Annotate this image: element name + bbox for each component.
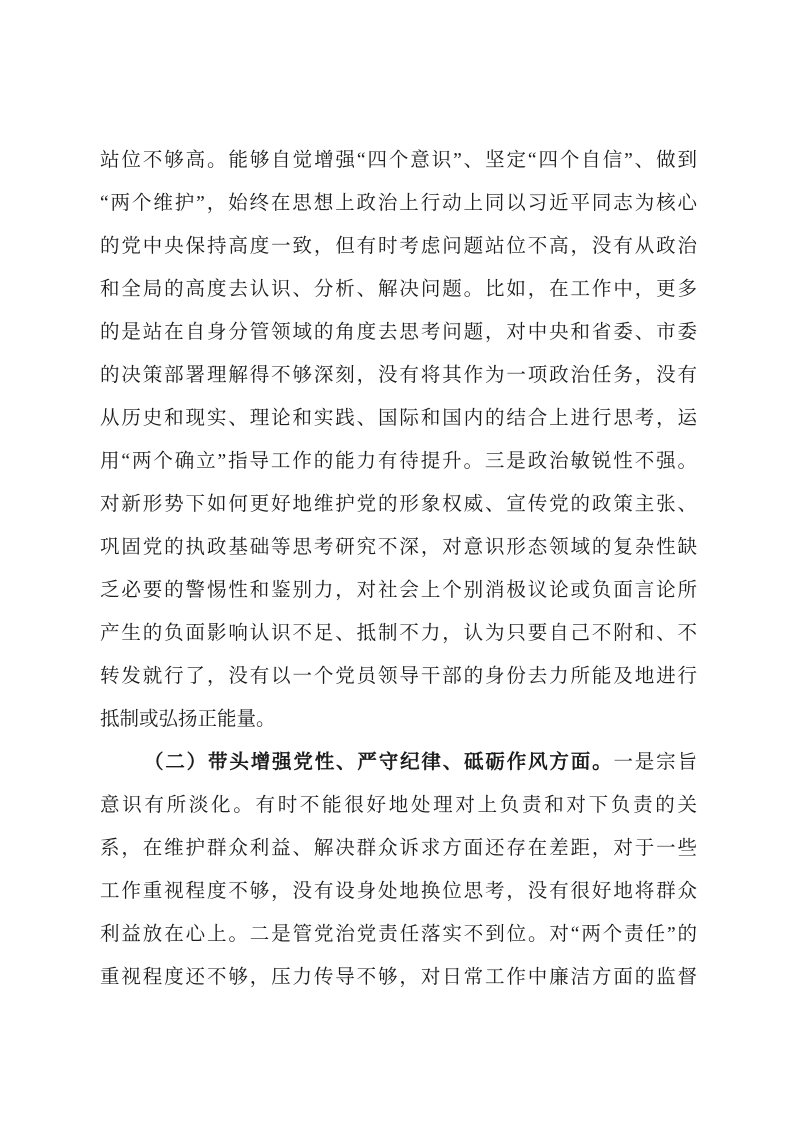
text-line: 乏必要的警惕性和鉴别力，对社会上个别消极议论或负面言论所 (100, 580, 697, 601)
text-line: 系，在维护群众利益、解决群众诉求方面还存在差距，对于一些 (100, 838, 697, 859)
text-line: 转发就行了，没有以一个党员领导干部的身份去力所能及地进行 (100, 666, 697, 687)
section-heading-line (100, 741, 697, 784)
text-line: 的决策部署理解得不够深刻，没有将其作为一项政治任务，没有 (100, 365, 697, 386)
text-line: 利益放在心上。二是管党治党责任落实不到位。对“两个责任”的 (100, 924, 697, 945)
text-line: 重视程度还不够，压力传导不够，对日常工作中廉洁方面的监督 (100, 967, 697, 988)
text-line: 的党中央保持高度一致，但有时考虑问题站位不高，没有从政治 (100, 236, 697, 257)
text-line: 工作重视程度不够，没有设身处地换位思考，没有很好地将群众 (100, 881, 697, 902)
text-line: 对新形势下如何更好地维护党的形象权威、宣传党的政策主张、 (100, 494, 697, 515)
section-heading-rest: 一是宗旨 (613, 752, 697, 773)
text-line: “两个维护”，始终在思想上政治上行动上同以习近平同志为核心 (100, 193, 697, 214)
paragraph-end-line: 抵制或弘扬正能量。 (100, 709, 276, 730)
text-line: 巩固党的执政基础等思考研究不深，对意识形态领域的复杂性缺 (100, 537, 697, 558)
text-line: 和全局的高度去认识、分析、解决问题。比如，在工作中，更多 (100, 279, 697, 300)
text-line: 产生的负面影响认识不足、抵制不力，认为只要自己不附和、不 (100, 623, 697, 644)
text-line: 用“两个确立”指导工作的能力有待提升。三是政治敏锐性不强。 (100, 451, 697, 472)
section-heading: （二）带头增强党性、严守纪律、砥砺作风方面。 (144, 752, 614, 773)
text-line: 从历史和现实、理论和实践、国际和国内的结合上进行思考，运 (100, 408, 697, 429)
text-line: 的是站在自身分管领域的角度去思考问题，对中央和省委、市委 (100, 322, 697, 343)
text-line: 站位不够高。能够自觉增强“四个意识”、坚定“四个自信”、做到 (100, 150, 697, 171)
text-line: 意识有所淡化。有时不能很好地处理对上负责和对下负责的关 (100, 795, 697, 816)
document-text-block (100, 139, 697, 999)
